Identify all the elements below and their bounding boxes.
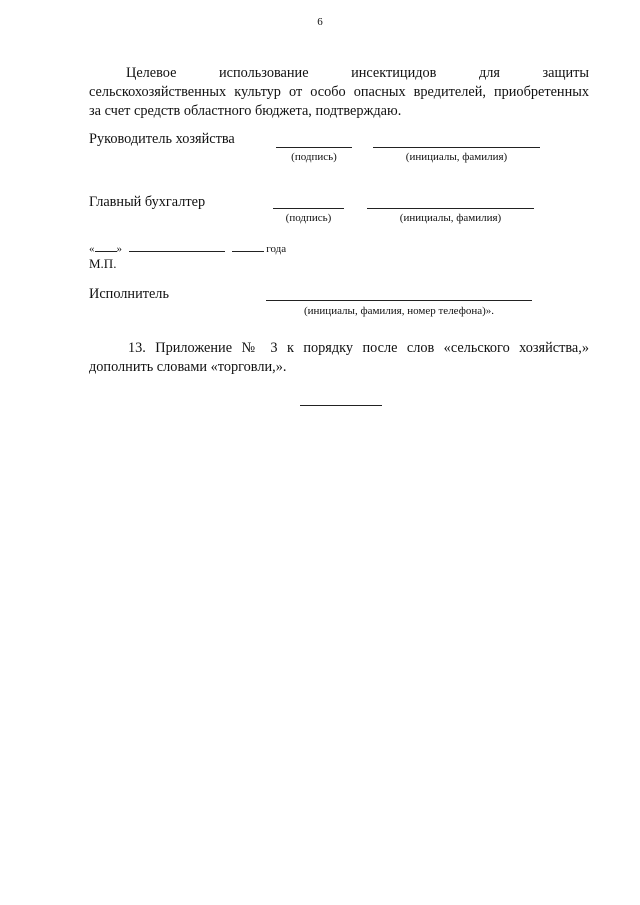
head-name-line[interactable] bbox=[373, 147, 540, 148]
accountant-signature-caption: (подпись) bbox=[285, 212, 332, 224]
executor-caption: (инициалы, фамилия, номер телефона)». bbox=[303, 305, 495, 317]
end-separator-line bbox=[300, 405, 382, 406]
month-field[interactable] bbox=[129, 241, 225, 252]
executor-label: Исполнитель bbox=[89, 286, 169, 302]
head-signature-line[interactable] bbox=[276, 147, 352, 148]
executor-line[interactable] bbox=[266, 300, 532, 301]
accountant-name-caption: (инициалы, фамилия) bbox=[399, 212, 502, 224]
head-signature-caption: (подпись) bbox=[291, 151, 337, 163]
date-close-quote: » bbox=[116, 243, 122, 255]
accountant-signature-line[interactable] bbox=[273, 208, 344, 209]
item-13-paragraph bbox=[89, 339, 589, 377]
item-13-line-2: дополнить словами «торговли,». bbox=[89, 359, 287, 375]
chief-accountant-label: Главный бухгалтер bbox=[89, 194, 206, 210]
confirmation-paragraph bbox=[89, 64, 589, 121]
paragraph-line-1: Целевое использование инсектицидов для защиты bbox=[126, 65, 589, 81]
day-field[interactable] bbox=[95, 241, 117, 252]
year-field[interactable] bbox=[232, 241, 264, 252]
paragraph-line-3: за счет средств областного бюджета, подтверждаю. bbox=[89, 103, 402, 119]
item-13-line-1: 13. Приложение № 3 к порядку после слов «сельского хозяйства,» bbox=[128, 340, 589, 356]
stamp-place-label: М.П. bbox=[89, 256, 117, 271]
paragraph-line-2: сельскохозяйственных культур от особо опасных вредителей, приобретенных bbox=[89, 84, 589, 100]
accountant-name-line[interactable] bbox=[367, 208, 534, 209]
year-word: года bbox=[266, 243, 287, 255]
head-of-farm-label: Руководитель хозяйства bbox=[89, 131, 235, 147]
date-open-quote: « bbox=[89, 243, 95, 255]
page-number: 6 bbox=[317, 16, 323, 28]
head-name-caption: (инициалы, фамилия) bbox=[405, 151, 508, 163]
date-line bbox=[89, 241, 286, 255]
